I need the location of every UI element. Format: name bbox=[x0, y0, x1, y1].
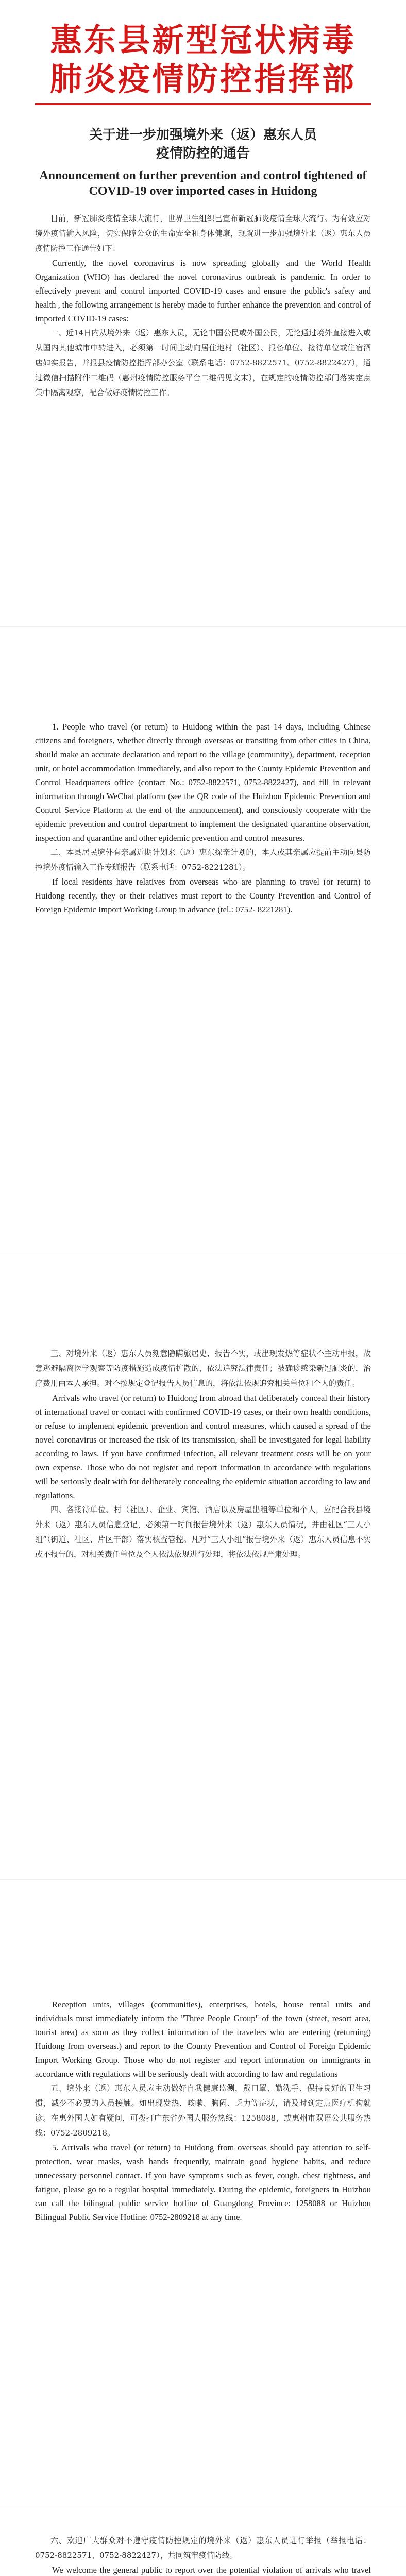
document-page-2 bbox=[0, 626, 406, 1253]
document-page-5 bbox=[0, 2506, 406, 2576]
header-divider bbox=[35, 103, 371, 105]
header-title-line-1: 惠东县新型冠状病毒 bbox=[49, 21, 356, 59]
item-5-paragraph-en: 5. Arrivals who travel (or return) to Huidong from overseas should pay attention to self-protection, wear masks, wash hands frequently, maintain good hygiene habits, and reduce unnecessary personnel contact. If you have symptoms such as fever, cough, chest tightness, and fatigue, please go to a regular hospital immediately. During the epidemic, foreigners in Huizhou can call the bilingual public service hotline of Guangdong Province: 1258088 or Huizhou Bilingual Public Service Hotline: 0752-2809218 at any time. bbox=[35, 2143, 371, 2222]
intro-paragraph-zh: 目前，新冠肺炎疫情全球大流行，世界卫生组织已宣布新冠肺炎疫情全球大流行。为有效应对境外疫情输入风险，切实保障公众的生命安全和身体健康，现就进一步加强境外来（返）惠东人员疫情防控工作通告如下： bbox=[35, 214, 371, 253]
item-3-paragraph-en: Arrivals who travel (or return) to Huidong from abroad that deliberately conceal their history of international travel or contact with confirmed COVID-19 cases, or their own health conditions, or refuse to implement epidemic prevention and control measures, which caused a spread of the novel coronavirus or increased the risk of its transmission, shall be investigated for legal liability according to laws. If you have confirmed infection, all relevant treatment costs will be on your own expense. Those who do not register and report information in accordance with regulations will be seriously dealt with for deliberately concealing the epidemic situation according to law and regulations. bbox=[35, 1393, 371, 1500]
item-4-paragraph-en: Reception units, villages (communities), enterprises, hotels, house rental units and individuals must immediately inform the "Three People Group" of the town (street, resort area, tourist area) as soon as they collect information of the travelers who are entering (returning) Huidong from overseas.) and report to the County Prevention and Control of Foreign Epidemic Import Working Group. Those who do not register and report information on immigrants in accordance with regulations will be seriously dealt with according to law and regulations bbox=[35, 1999, 371, 2079]
header-title-line-2: 肺炎疫情防控指挥部 bbox=[49, 60, 356, 98]
item-1-paragraph-zh: 一、近14日内从境外来（返）惠东人员，无论中国公民或外国公民，无论通过境外直接进入或从国内其他城市中转进入，必须第一时间主动向居住地村（社区）、报备单位、接待单位或住宿酒店如实报告，并报县疫情防控指挥部办公室（联系电话：0752-8822571、0752-8822427），通过微信扫描附件二维码（惠州疫情防控服务平台二维码见文末），在规定的疫情防控部门落实定点集中隔离观察，配合做好疫情防控工作。 bbox=[35, 328, 371, 397]
announcement-title-zh-line-1: 关于进一步加强境外来（返）惠东人员 bbox=[89, 127, 317, 143]
item-4-paragraph-zh: 四、各接待单位、村（社区）、企业、宾馆、酒店以及房屋出租等单位和个人，应配合我县境外来（返）惠东人员信息登记，必须第一时间报告境外来（返）惠东人员情况，并由社区“三人小组”（街道、社区、片区干部）落实核查管控。凡对“三人小组”报告境外来（返）惠东人员信息不实或不报告的，对相关责任单位及个人依法依规进行处理，将依法依规严肃处理。 bbox=[35, 1505, 371, 1559]
document-page-3 bbox=[0, 1253, 406, 1879]
document-page-1 bbox=[0, 0, 406, 626]
document-page-4 bbox=[0, 1879, 406, 2506]
item-2-paragraph-en: If local residents have relatives from overseas who are planning to travel (or return) to Huidong recently, they or their relatives must report to the County Prevention and Control of Foreign Epidemic Import Working Group in advance (tel.: 0752- 8221281). bbox=[35, 877, 371, 914]
announcement-title-zh bbox=[35, 126, 371, 163]
intro-paragraph-en: Currently, the novel coronavirus is now spreading globally and the World Health Organization (WHO) has declared the novel coronavirus outbreak is pandemic. In order to effectively prevent and control imported COVID-19 cases and ensure the public's safety and health , the following arrangement is hereby made to further enhance the prevention and control of imported COVID-19 cases: bbox=[35, 258, 371, 324]
item-6-paragraph-zh: 六、欢迎广大群众对不遵守疫情防控规定的境外来（返）惠东人员进行举报（举报电话：0752-8822571、0752-8822427），共同筑牢疫情防线。 bbox=[35, 2536, 371, 2560]
announcement-title-zh-line-2: 疫情防控的通告 bbox=[156, 146, 250, 161]
item-5-paragraph-zh: 五、境外来（返）惠东人员应主动做好自我健康监测，戴口罩、勤洗手、保持良好的卫生习惯，减少不必要的人员接触。如出现发热、咳嗽、胸闷、乏力等症状，请及时到定点医疗机构就诊。在惠外国人如有疑问，可拨打广东省外国人服务热线：1258088，或惠州市双语公共服务热线：0752-2809218。 bbox=[35, 2083, 371, 2138]
item-2-paragraph-zh: 二、本县居民境外有亲属近期计划来（返）惠东探亲计划的，本人或其亲属应提前主动向县防控境外疫情输入工作专班报告（联系电话：0752-8221281）。 bbox=[35, 848, 371, 872]
header-title bbox=[35, 0, 371, 99]
announcement-title-en: Announcement on further prevention and control tightened of COVID-19 over imported cases in Huidong bbox=[39, 169, 367, 198]
item-6-paragraph-en: We welcome the general public to report over the potential violation of arrivals who travel bbox=[52, 2565, 371, 2575]
item-1-paragraph-en: 1. People who travel (or return) to Huidong within the past 14 days, including Chinese citizens and foreigners, whether directly through overseas or transiting from other cities in China, should make an accurate declaration and report to the village (community), department, reception unit, or hotel accommodation immediately, and also report to the County Epidemic Prevention and Control Headquarters office (contact No.: 0752-8822571, 0752-8822427), and fill in relevant information through WeChat platform (see the QR code of the Huizhou Epidemic Prevention and Control Service Platform at the end of the announcement), and consciously cooperate with the epidemic prevention and control department to implement the designated quarantine observation, inspection and quarantine and other epidemic prevention and control measures. bbox=[35, 722, 371, 843]
item-3-paragraph-zh: 三、对境外来（返）惠东人员刻意隐瞒旅居史、报告不实，或出现发热等症状不主动申报，故意逃避隔离医学观察等防疫措施造成疫情扩散的，依法追究法律责任；被确诊感染新冠肺炎的，治疗费用由本人承担。对不按规定登记报告人员信息的，将依法依规追究相关单位和个人的责任。 bbox=[35, 1349, 371, 1388]
